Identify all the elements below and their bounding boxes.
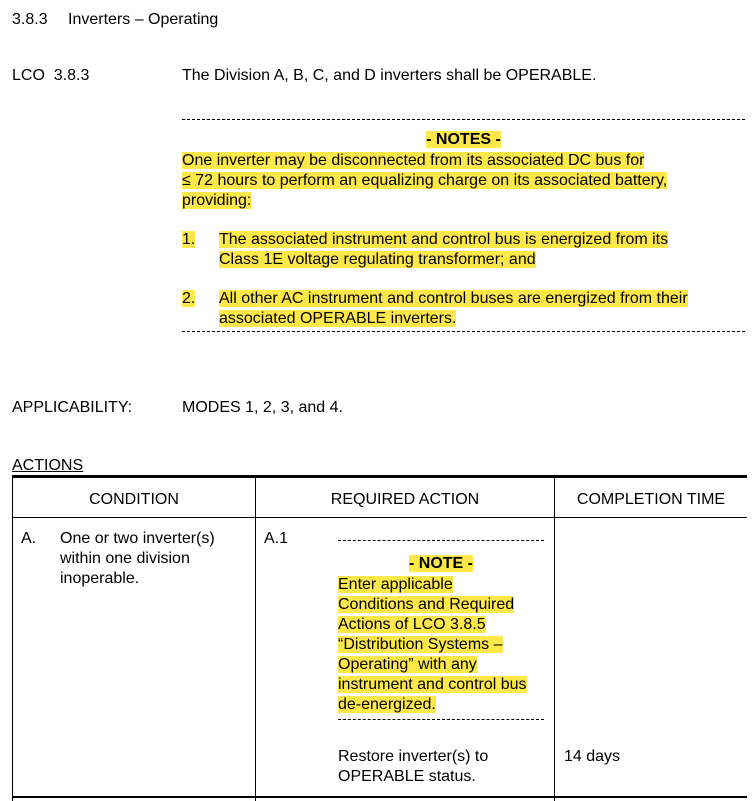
lco-statement: The Division A, B, C, and D inverters shall be OPERABLE. bbox=[182, 67, 597, 84]
action-note-line-7: de-energized. bbox=[338, 696, 436, 713]
action-note-line-4: “Distribution Systems – bbox=[338, 636, 503, 653]
action-note-heading-wrap bbox=[338, 554, 544, 574]
action-note-top-divider bbox=[338, 540, 544, 541]
condition-letter: A. bbox=[21, 530, 37, 547]
section-title: Inverters – Operating bbox=[68, 11, 219, 28]
notes-top-divider bbox=[182, 119, 745, 120]
action-line-2: OPERABLE status. bbox=[338, 768, 476, 785]
table-header-rule bbox=[12, 517, 747, 518]
completion-time: 14 days bbox=[564, 748, 621, 765]
notes-item-1-text bbox=[219, 230, 668, 270]
action-note-line-1: Enter applicable bbox=[338, 576, 453, 593]
table-col-divider-2 bbox=[554, 478, 555, 801]
notes-item-2-text bbox=[219, 289, 688, 329]
notes-item-2-line-2: associated OPERABLE inverters. bbox=[219, 310, 457, 327]
action-note-heading: - NOTE - bbox=[409, 555, 473, 572]
header-required-action: REQUIRED ACTION bbox=[330, 491, 480, 508]
applicability-value: MODES 1, 2, 3, and 4. bbox=[182, 399, 343, 416]
notes-item-2-line-1: All other AC instrument and control buses are energized from their bbox=[219, 290, 688, 307]
action-note-bottom-divider bbox=[338, 719, 544, 720]
notes-intro bbox=[182, 151, 667, 211]
action-note-text bbox=[338, 575, 527, 715]
condition-line-3: inoperable. bbox=[60, 570, 140, 587]
lco-label: LCO 3.8.3 bbox=[12, 67, 90, 84]
notes-intro-line-1: One inverter may be disconnected from its associated DC bus for bbox=[182, 152, 645, 169]
section-number: 3.8.3 bbox=[12, 11, 48, 28]
header-condition: CONDITION bbox=[89, 491, 179, 508]
table-col-divider-1 bbox=[255, 478, 256, 801]
notes-item-1-line-2: Class 1E voltage regulating transformer; and bbox=[219, 251, 536, 268]
action-line-1: Restore inverter(s) to bbox=[338, 748, 489, 765]
notes-heading-wrap bbox=[182, 130, 745, 150]
action-note-line-2: Conditions and Required bbox=[338, 596, 515, 613]
actions-title: ACTIONS bbox=[12, 457, 84, 474]
table-top-rule bbox=[12, 475, 747, 478]
applicability-label: APPLICABILITY: bbox=[12, 399, 133, 416]
header-completion-time: COMPLETION TIME bbox=[576, 491, 726, 508]
notes-item-2-number: 2. bbox=[182, 290, 196, 307]
notes-bottom-divider bbox=[182, 331, 745, 332]
action-note-line-6: instrument and control bus bbox=[338, 676, 527, 693]
table-left-border bbox=[12, 478, 13, 801]
action-note-line-3: Actions of LCO 3.8.5 bbox=[338, 616, 486, 633]
notes-intro-line-3: providing: bbox=[182, 192, 252, 209]
action-note-line-5: Operating” with any bbox=[338, 656, 477, 673]
notes-item-1-line-1: The associated instrument and control bus is energized from its bbox=[219, 231, 669, 248]
notes-heading: - NOTES - bbox=[426, 131, 501, 148]
condition-line-2: within one division bbox=[60, 550, 190, 567]
action-id: A.1 bbox=[264, 530, 289, 547]
action-text bbox=[338, 747, 488, 787]
condition-text bbox=[60, 529, 215, 589]
condition-line-1: One or two inverter(s) bbox=[60, 530, 215, 547]
notes-intro-line-2: ≤ 72 hours to perform an equalizing charge on its associated battery, bbox=[182, 172, 668, 189]
table-bottom-rule bbox=[12, 796, 747, 798]
notes-item-1-number: 1. bbox=[182, 231, 196, 248]
